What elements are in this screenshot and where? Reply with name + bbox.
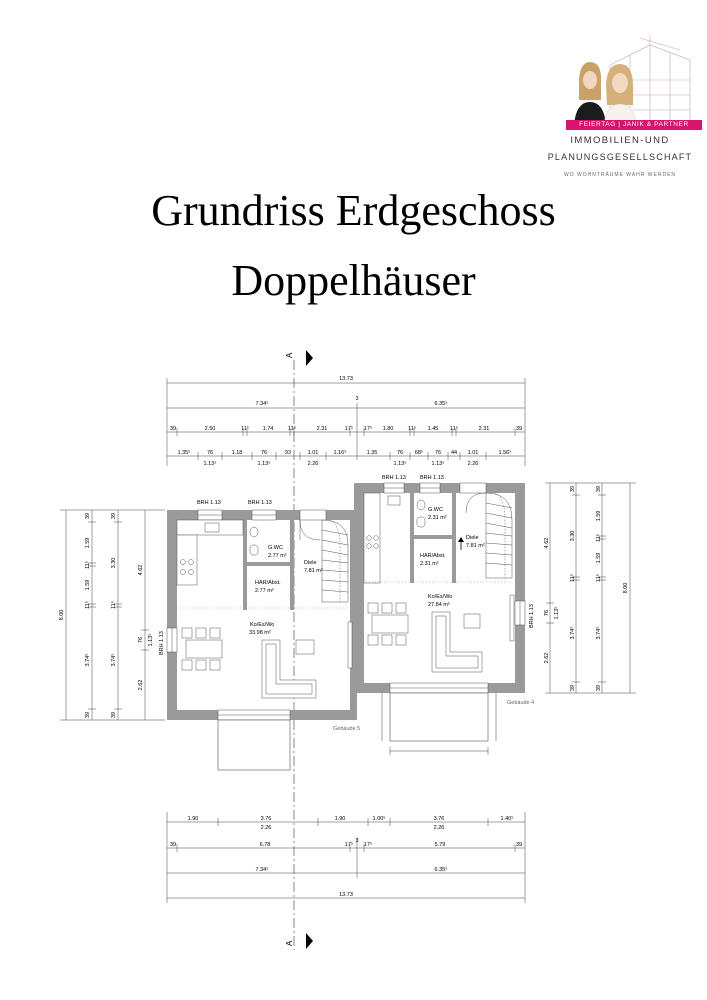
dim-top-row4: 93: [284, 450, 292, 456]
house5-har-area: 2.77 m²: [255, 588, 274, 594]
house-gebaeude-4: [354, 475, 535, 755]
house5-door-swing: [300, 520, 320, 540]
house4-door-swing: [466, 493, 486, 513]
dim-bottom-row2: 5.79: [434, 842, 446, 848]
dim-right-inner: 39: [596, 684, 602, 692]
house4-wc-name: G.WC: [428, 507, 443, 513]
dim-left-window: 76: [138, 636, 144, 644]
kitchen-counter: [177, 535, 197, 585]
house5-brh-side: BRH 1.13: [159, 631, 165, 655]
dim-right-inner: 11⁵: [596, 574, 602, 582]
dim-top-row4-sub: 1.13⁵: [431, 461, 445, 467]
dim-top-row4: 1.01: [467, 450, 479, 456]
dim-top-row4: 76: [434, 450, 442, 456]
house5-wall: [243, 520, 247, 610]
dim-left-inner2: 11⁵: [111, 601, 117, 609]
dim-bottom-half-left: 7.34⁵: [255, 867, 269, 873]
section-arrow-top-icon: [306, 350, 313, 366]
house5-wall: [247, 562, 290, 566]
dim-left-inner2: 3.74⁵: [111, 653, 117, 667]
dim-top-row3: 39: [515, 426, 523, 432]
dim-bottom-total: 13.73: [339, 892, 353, 898]
dim-top-row3: 11⁵: [288, 426, 296, 432]
dim-right-window: 2.62: [544, 652, 550, 664]
logo-brand-bar: FEIERTAG | JANIK & PARTNER: [566, 120, 702, 130]
dim-right-inner2: 3.30: [570, 530, 576, 542]
dim-left-inner: 39: [85, 512, 91, 520]
dim-right-inner2: 39: [570, 684, 576, 692]
house5-wc-name: G.WC: [268, 545, 283, 551]
dim-left-inner: 11⁵: [85, 601, 91, 609]
stove-icon: [367, 536, 379, 549]
dim-left-window: 4.62: [138, 564, 144, 576]
dim-bottom-row1: 3.76: [433, 816, 445, 822]
dim-right-window: 4.62: [544, 537, 550, 549]
dim-top-row4-sub: 2.26: [307, 461, 319, 467]
dim-top-half-right: 6.35⁵: [434, 401, 448, 407]
dining-table: [182, 628, 222, 670]
dim-right-window: 76: [544, 609, 550, 617]
house5-kowo-name: Ko/Es/Wo: [250, 622, 275, 628]
house5-diele-area: 7.81 m²: [304, 568, 323, 574]
dim-right-window: 1.13⁵: [554, 606, 560, 620]
house5-brh-top-2: BRH 1.13: [248, 500, 272, 506]
dim-bottom-half-right: 6.35⁵: [434, 867, 448, 873]
dim-top-row3: 39: [169, 426, 177, 432]
dim-bottom-row2: 39: [169, 842, 177, 848]
house4-kowo-area: 27.84 m²: [428, 602, 450, 608]
dim-bottom-row1: 1.40⁵: [500, 816, 514, 822]
dim-right-inner2: 3.74⁵: [570, 626, 576, 640]
page-title-line1: Grundriss Erdgeschoss: [151, 186, 556, 235]
dim-top-total: 13.73: [339, 376, 353, 382]
toilet-icon: [417, 500, 425, 510]
washbasin-icon: [250, 545, 258, 555]
house4-har-name: HAR/Abst.: [420, 553, 446, 559]
dim-right-inner: 39: [596, 485, 602, 493]
dim-left-inner: 39: [85, 711, 91, 719]
sink-icon: [205, 523, 219, 532]
staircase-icon: [486, 493, 512, 578]
dim-top-row3: 11⁵: [450, 426, 458, 432]
house-gebaeude-5: [159, 500, 360, 770]
house5-wc-area: 2.77 m²: [268, 553, 287, 559]
house4-diele-name: Diele: [466, 535, 479, 541]
house5-kowo-area: 33.98 m²: [249, 630, 271, 636]
section-arrow-bottom-icon: [306, 933, 313, 949]
dim-top-row4: 68⁵: [414, 450, 424, 456]
house5-terrace: [218, 720, 290, 770]
house4-wc-area: 2.31 m²: [428, 515, 447, 521]
dim-bottom-row2: 6.78: [259, 842, 271, 848]
toilet-icon: [250, 527, 258, 537]
dim-left-inner2: 39: [111, 711, 117, 719]
dim-top-row3: 17⁵: [363, 426, 373, 432]
dim-left-window: 1.13⁵: [148, 633, 154, 647]
dim-top-row4: 76: [260, 450, 268, 456]
section-marker-top: A: [285, 352, 294, 358]
dim-top-row4: 1.35⁵: [177, 450, 191, 456]
house5-wall: [290, 520, 294, 610]
dim-bottom-row1-sub: 2.26: [260, 825, 272, 831]
dim-left-inner: 11⁵: [85, 561, 91, 569]
house4-wall: [410, 493, 414, 583]
dim-left-outer: 8.00: [59, 609, 65, 621]
house5-door: [300, 510, 326, 520]
sofa: [432, 612, 482, 672]
house4-gebaeude-label: Gebäude 4: [507, 700, 535, 706]
dim-bottom-row1: 1.90: [334, 816, 346, 822]
dim-top-row4: 1.16⁵: [333, 450, 347, 456]
page-title-line2: Doppelhäuser: [231, 256, 476, 305]
dim-right-inner: 1.59: [596, 510, 602, 522]
dim-top-row3: 2.31: [478, 426, 490, 432]
dim-top-row4: 76: [396, 450, 404, 456]
dim-top-axis-mark: 3: [355, 396, 359, 402]
sofa: [262, 640, 316, 698]
house4-wall: [414, 535, 452, 539]
dim-top-row3: 1.80: [382, 426, 394, 432]
dim-left-inner: 1.59: [85, 579, 91, 591]
dim-bottom-row1: 1.00⁵: [372, 816, 386, 822]
dim-right-inner: 1.59: [596, 552, 602, 564]
dim-left-inner: 1.59: [85, 537, 91, 549]
logo-company-line1: IMMOBILIEN-UND: [570, 135, 670, 146]
dim-top-row4: 1.56⁵: [498, 450, 512, 456]
dim-bottom-axis-mark: 3: [355, 838, 359, 844]
dim-top-row3: 17⁵: [344, 426, 354, 432]
house5-diele-name: Diele: [304, 560, 317, 566]
dim-left-window: 2.62: [138, 679, 144, 691]
dim-right-inner2: 11⁵: [570, 574, 576, 582]
dim-right-inner2: 39: [570, 485, 576, 493]
dim-top-row3: 2.31: [316, 426, 328, 432]
house4-brh-side: BRH 1.13: [529, 604, 535, 628]
staircase-icon: [322, 520, 348, 602]
dim-right-inner: 11⁵: [596, 534, 602, 542]
dim-bottom-row2: 17⁵: [344, 842, 354, 848]
washbasin-icon: [417, 517, 425, 527]
house4-wall: [452, 493, 456, 583]
dim-left-inner: 3.74⁵: [85, 653, 91, 667]
house4-window: [510, 595, 514, 641]
house4-kowo-name: Ko/Es/Wo: [428, 594, 453, 600]
house4-terrace: [390, 693, 488, 741]
dim-top-row3: 1.45: [427, 426, 439, 432]
dim-top-row4: 1.35: [366, 450, 378, 456]
house4-har-area: 2.31 m²: [420, 561, 439, 567]
dim-top-row3: 1.74: [262, 426, 274, 432]
house4-brh-top-2: BRH 1.13: [420, 475, 444, 481]
house5-gebaeude-label: Gebäude 5: [333, 726, 361, 732]
dim-bottom-row2: 17⁵: [363, 842, 373, 848]
house4-wall: [364, 493, 380, 583]
logo-company-line2: PLANUNGSGESELLSCHAFT: [547, 152, 693, 162]
dim-top-row3: 11⁵: [241, 426, 249, 432]
dim-bottom-row2: 39: [515, 842, 523, 848]
house5-har-name: HAR/Abst.: [255, 580, 281, 586]
dim-top-row4-sub: 1.13⁵: [203, 461, 217, 467]
dim-right-inner: 3.74⁵: [596, 626, 602, 640]
dim-bottom-row1: 1.90: [187, 816, 199, 822]
dim-bottom-row1: 3.76: [260, 816, 272, 822]
dim-top-row3: 2.50: [204, 426, 216, 432]
dining-table: [368, 603, 408, 645]
house4-diele-area: 7.81 m²: [466, 543, 485, 549]
dim-left-inner2: 3.30: [111, 557, 117, 569]
dim-right-outer: 8.00: [623, 582, 629, 594]
dim-top-row4: 1.18: [231, 450, 243, 456]
dim-top-row4-sub: 1.13⁵: [257, 461, 271, 467]
dim-top-row4-sub: 1.13⁵: [393, 461, 407, 467]
dim-top-row4-sub: 2.26: [467, 461, 479, 467]
dim-bottom-row1-sub: 2.26: [433, 825, 445, 831]
house5-window: [348, 622, 352, 668]
house4-door: [460, 483, 486, 493]
dim-top-row3: 11⁵: [408, 426, 416, 432]
sink-icon: [388, 496, 400, 505]
house5-brh-top-1: BRH 1.13: [197, 500, 221, 506]
dim-left-inner2: 39: [111, 512, 117, 520]
dim-top-half-left: 7.34⁵: [255, 401, 269, 407]
dim-top-row4: 44: [450, 450, 458, 456]
house4-brh-top-1: BRH 1.13: [382, 475, 406, 481]
dim-top-row4: 1.01: [307, 450, 319, 456]
dim-top-row4: 76: [206, 450, 214, 456]
logo-slogan: WO WOHNTRÄUME WAHR WERDEN: [563, 172, 677, 178]
section-marker-bottom: A: [285, 940, 294, 946]
